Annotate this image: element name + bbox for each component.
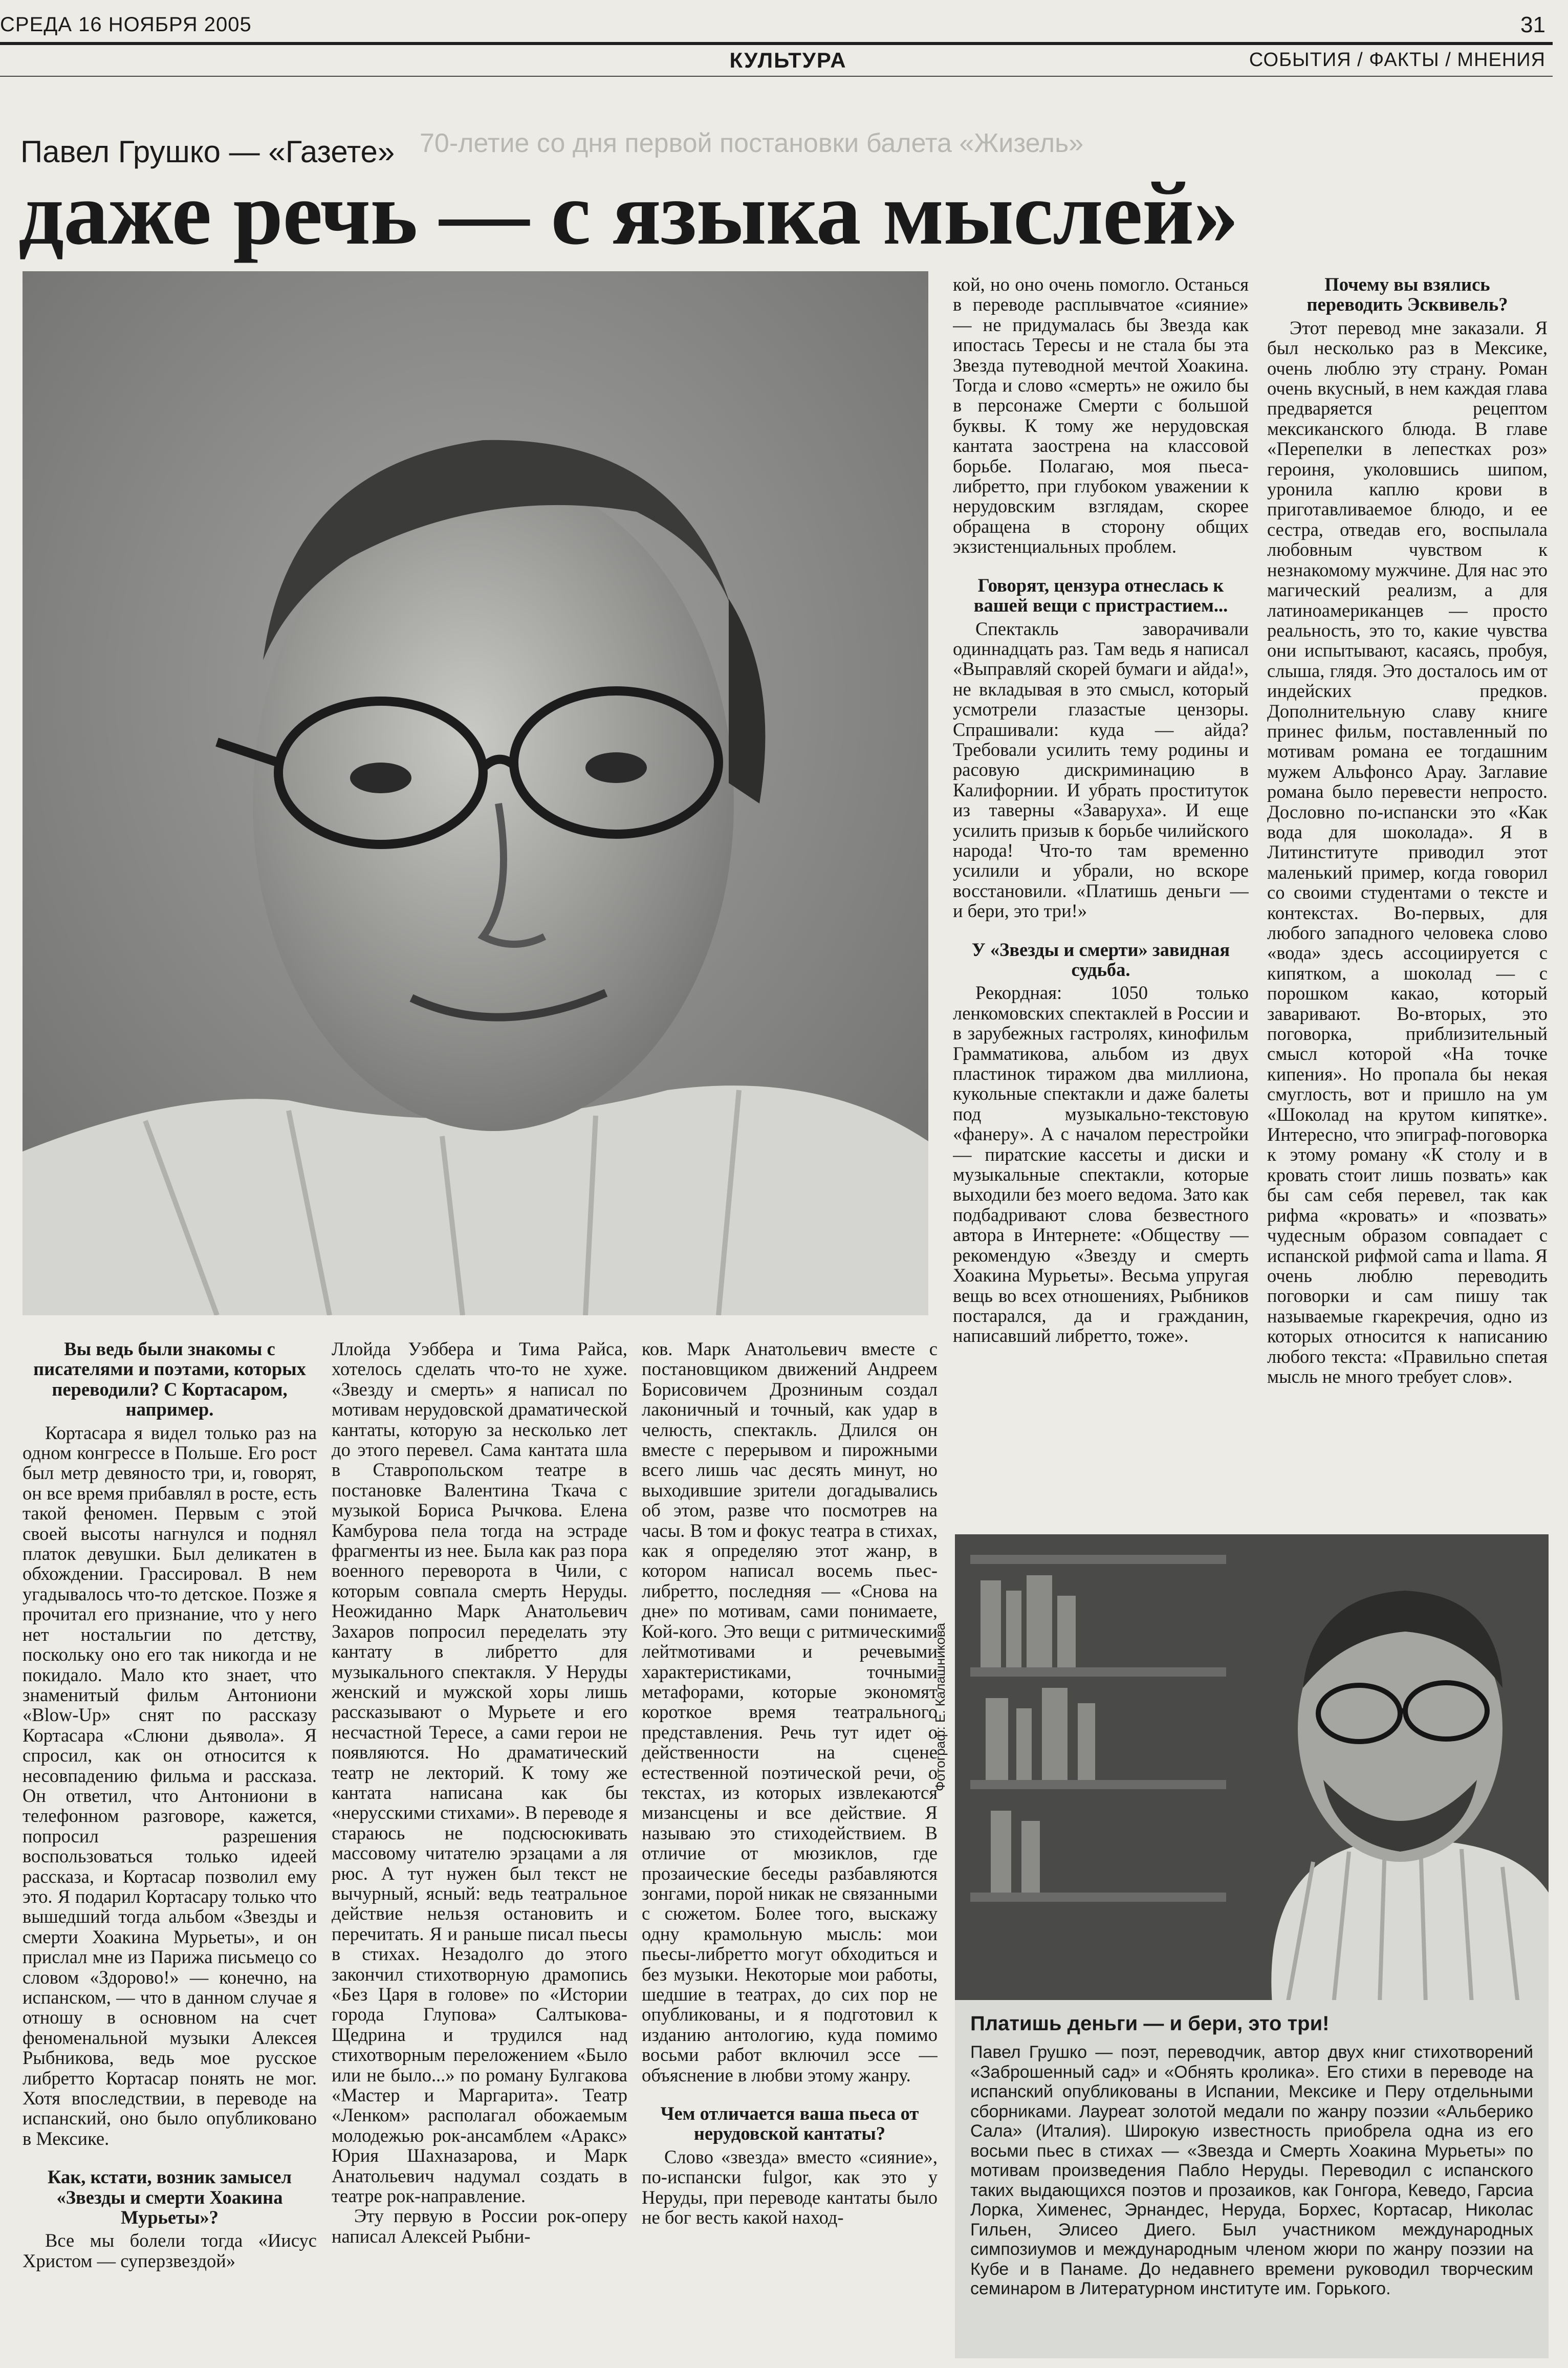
interview-question: У «Звезды и смерти» завидная судьба. xyxy=(971,939,1230,980)
photo-credit: Фотограф: Е. Калашникова xyxy=(932,1623,948,1791)
interview-question: Почему вы взялись переводить Эсквивель? xyxy=(1306,274,1508,315)
issue-date: СРЕДА 16 НОЯБРЯ 2005 xyxy=(0,13,252,36)
portrait-illustration xyxy=(23,271,928,1315)
bookshelf-portrait-illustration xyxy=(955,1534,1549,2004)
interview-question: Говорят, цензура отнеслась к вашей вещи с пристрастием... xyxy=(973,574,1228,616)
article-column-2 xyxy=(332,1339,627,2357)
answer-paragraph: Спектакль заворачивали одиннадцать раз. Там ведь я написал «Выправляй скорей бумаги и айда!», не вкладывая в это смысл, который усмотрели глазастые цензоры. Спрашивали: куда — айда? Требовали усилить тему родины и расовую дискриминацию в Калифорнии. И убрать проституток из таверны «Заваруха». И еще усилить призыв к борьбе чилийского народа! Что-то там временно усилили и убрали, но вскоре восстановили. «Платишь деньги — и бери, это три!» xyxy=(953,618,1249,922)
answer-paragraph: Рекордная: 1050 только ленкомовских спектаклей в России и в зарубежных гастролях, кинофильм Грамматикова, альбом из двух пластинок тиражом два миллиона, кукольные спектакли и даже балеты под музыкально-текстовую «фанеру». А с началом перестройки — пиратские кассеты и диски и музыкальные спектакли, которые выходили без моего ведома. Зато как подбадривают слова безвестного автора в Интернете: «Обществу — рекомендую «Звезду и смерть Хоакина Мурьеты». Весьма упругая вещь во всех отношениях, Рыбников постарался, да и гражданин, написавший либретто, тоже». xyxy=(953,982,1249,1346)
article-column-3 xyxy=(642,1339,938,2357)
answer-paragraph: Этот перевод мне заказали. Я был несколько раз в Мексике, очень люблю эту страну. Роман очень вкусный, в нем каждая глава предваряется рецептом мексиканского блюда. В главе «Перепелки в лепестках роз» героиня, уколовшись шипом, уронила каплю крови в приготавливаемое блюдо, и ее сестра, отведав его, воспылала любовным чувством к незнакомому мужчине. Для нас это магический реализм, а для латиноамериканцев — просто реальность, это то, какие чувства они испытывают, касаясь, пробуя, слыша, глядя. Это досталось им от индейских предков. Дополнительную славу книге принес фильм, поставленный по мотивам романа ее тогдашним мужем Альфонсо Арау. Заглавие романа было перевести непросто. Дословно по-испански это «Как вода для шоколада». Я в Литинституте приводил этот маленький пример, когда говорил со своими студентами о тексте и контекстах. Во-первых, для любого западного человека слово «вода» здесь ассоциируется с кипятком, а шоколад — с порошком какао, который заваривают. Во-вторых, это поговорка, приблизительный смысл которой «На точке кипения». Но пропала бы некая смуглость, вот и пришло на ум «Шоколад на крутом кипятке». Интересно, что эпиграф-поговорка к этому роману «К столу и в кровать стоит лишь позвать» как бы сам себя перевел, так как рифма «кровать» и «позвать» чудесным образом совпадает с испанской рифмой cama и llama. Я очень люблю переводить поговорки и сам пишу так называемые гкарекречия, одно из которых относится к написанию любого текста: «Правильно спетая мысль не много требует слов». xyxy=(1267,317,1548,1387)
show-through-text: 70-летие со дня первой постановки балета «Жизель» xyxy=(420,128,1084,158)
answer-paragraph: Слово «звезда» вместо «сияние», по-испански fulgor, как это у Неруды, при переводе кантаты было не бог весть какой наход- xyxy=(642,2146,938,2228)
article-column-5 xyxy=(1267,274,1548,1518)
article-column-1 xyxy=(23,1339,317,2357)
answer-paragraph: кой, но оно очень помогло. Останься в переводе расплывчатое «сияние» — не придумалась бы Звезда как ипостась Тересы и не стала бы эта Звезда путеводной мечтой Хоакина. Тогда и слово «смерть» не ожило бы в персонаже Смерти с большой буквы. К тому же нерудовская кантата заострена на классовой борьбе. Полагаю, моя пьеса-либретто, при глубоком уважении к нерудовским взглядам, скорее обращена в сторону общих экзистенциальных проблем. xyxy=(953,274,1249,557)
author-bio-box xyxy=(955,2000,1549,2358)
answer-paragraph: Эту первую в России рок-оперу написал Алексей Рыбни- xyxy=(332,2205,627,2247)
answer-paragraph: Кортасара я видел только раз на одном конгрессе в Польше. Его рост был метр девяносто три, и, говорят, он все время прибавлял в росте, есть такой феномен. Первым с этой своей высоты нагнулся и поднял платок девушки. Был деликатен в обхождении. Грассировал. В нем угадывалось что-то детское. Позже я прочитал его признание, что у него нет ностальгии по детству, поскольку оно его так никогда и не покидало. Мало кто знает, что знаменитый фильм Антониони «Blow-Up» снят по рассказу Кортасара «Слюни дьявола». Я спросил, как он относится к несовпадению фильма и рассказа. Он ответил, что Антониони в телефонном разговоре, кажется, попросил разрешения воспользоваться только идеей рассказа, и Кортасар позволил ему это. Я подарил Кортасару только что вышедший тогда альбом «Звезды и смерти Хоакина Мурьеты», и он прислал мне из Парижа письмецо со словом «Здорово!» — конечно, на испанском, — что в данном случае я отношу в основном на счет феноменальной музыки Алексея Рыбникова, ведь мое русское либретто Кортасар понять не мог. Хотя впоследствии, в переводе на испанский, оно было опубликовано в Мексике. xyxy=(23,1422,317,2149)
secondary-portrait-photo xyxy=(955,1534,1549,2004)
answer-paragraph: Ллойда Уэббера и Тима Райса, хотелось сделать что-то не хуже. «Звезду и смерть» я написал по мотивам нерудовской драматической кантаты, которую за несколько лет до этого перевел. Сама кантата шла в Ставропольском театре в постановке Валентина Ткача с музыкой Бориса Рычкова. Елена Камбурова пела тогда на эстраде фрагменты из нее. Была как раз пора военного переворота в Чили, с которым совпала смерть Неруды. Неожиданно Марк Анатольевич Захаров попросил переделать эту кантату в либретто для музыкального спектакля. У Неруды женский и мужской хоры лишь рассказывают о Мурьете и его несчастной Тересе, а сами герои не появляются. Но драматический театр не лекторий. К тому же кантата написана как бы «нерусскими стихами». В переводе я стараюсь не подсюсюкивать массовому читателю эрзацами а ля рюс. А тут нужен был текст не вычурный, ясный: ведь театральное действие нельзя остановить и перечитать. Я и раньше писал пьесы в стихах. Незадолго до этого закончил стихотворную драмопись «Без Царя в голове» по «Истории города Глупова» Салтыкова-Щедрина и трудился над стихотворным переложением «Было или не было...» по роману Булгакова «Мастер и Маргарита». Театр «Ленком» располагал обожаемым молодежью рок-ансамблем «Аракс» Юрия Шахназарова, и Марк Анатольевич надумал создать в театре рок-направление. xyxy=(332,1339,627,2207)
header-subrule xyxy=(0,76,1553,77)
bio-title: Платишь деньги — и бери, это три! xyxy=(970,2012,1330,2035)
answer-paragraph: ков. Марк Анатольевич вместе с постановщиком движений Андреем Борисовичем Дрозниным создал лаконичный и точный, как удар в челюсть, спектакль. Длился он вместе с перерывом и пирожными всего лишь час десять минут, но выходившие зрители догадывались об этом, разве что посмотрев на часы. В том и фокус театра в стихах, как я определяю этот жанр, в котором написал восемь пьес-либретто, последняя — «Снова на дне» по мотивам, сами понимаете, Кой-кого. Это вещи с ритмическими лейтмотивами и речевыми характеристиками, точными метафорами, которые экономят короткое время театрального представления. Речь тут идет о действенности на сцене естественной поэтической речи, о текстах, из которых извлекаются мизансцены и все действие. Я называю это стиходействием. В отличие от мюзиклов, где прозаические беседы разбавляются зонгами, порой никак не связанными с сюжетом. Более того, выскажу одну крамольную мысль: мои пьесы-либретто могут обходиться и без музыки. Некоторые мои работы, шедшие в театрах, до сих пор не опубликованы, и я подготовил к изданию антологию, куда помимо восьми работ включил эссе — объяснение в любви этому жанру. xyxy=(642,1339,938,2085)
interview-question: Как, кстати, возник замысел «Звезды и смерти Хоакина Мурьеты»? xyxy=(48,2166,292,2228)
interview-question: Вы ведь были знакомы с писателями и поэтами, которых переводили? С Кортасаром, например. xyxy=(33,1339,306,1420)
main-portrait-photo xyxy=(23,271,928,1315)
bio-text: Павел Грушко — поэт, переводчик, автор двух книг стихотворений «Заброшенный сад» и «Обнять кролика». Его стихи в переводе на испанский опубликованы в Испании, Мексике и Перу отдельными сборниками. Лауреат золотой медали по жанру поэзии «Альберико Сала» (Италия). Широкую известность приобрела одна из его восьми пьес в стихах — «Звезда и Смерть Хоакина Мурьеты» по мотивам произведения Пабло Неруды. Переводил с испанского таких выдающихся поэтов и прозаиков, как Гонгора, Кеведо, Гарсиа Лорка, Хименес, Эрнандес, Неруда, Борхес, Кортасар, Николас Гильен, Элисео Диего. Был участником международных симпозиумов и международным членом жюри по жанру поэзии на Кубе и в Панаме. До недавнего времени руководил творческим семинаром в Литературном институте им. Горького. xyxy=(970,2043,1533,2298)
article-headline: даже речь — с языка мыслей» xyxy=(18,164,1238,264)
answer-paragraph: Все мы болели тогда «Иисус Христом — суперзвездой» xyxy=(23,2230,317,2271)
interview-question: Чем отличается ваша пьеса от нерудовской кантаты? xyxy=(660,2103,919,2144)
page-number: 31 xyxy=(1520,12,1545,37)
article-column-4 xyxy=(953,274,1249,1503)
article-byline: Павел Грушко — «Газете» xyxy=(20,135,395,169)
section-rubrics: СОБЫТИЯ / ФАКТЫ / МНЕНИЯ xyxy=(1249,49,1545,71)
section-title: КУЛЬТУРА xyxy=(729,48,847,72)
header-rule xyxy=(0,42,1553,45)
